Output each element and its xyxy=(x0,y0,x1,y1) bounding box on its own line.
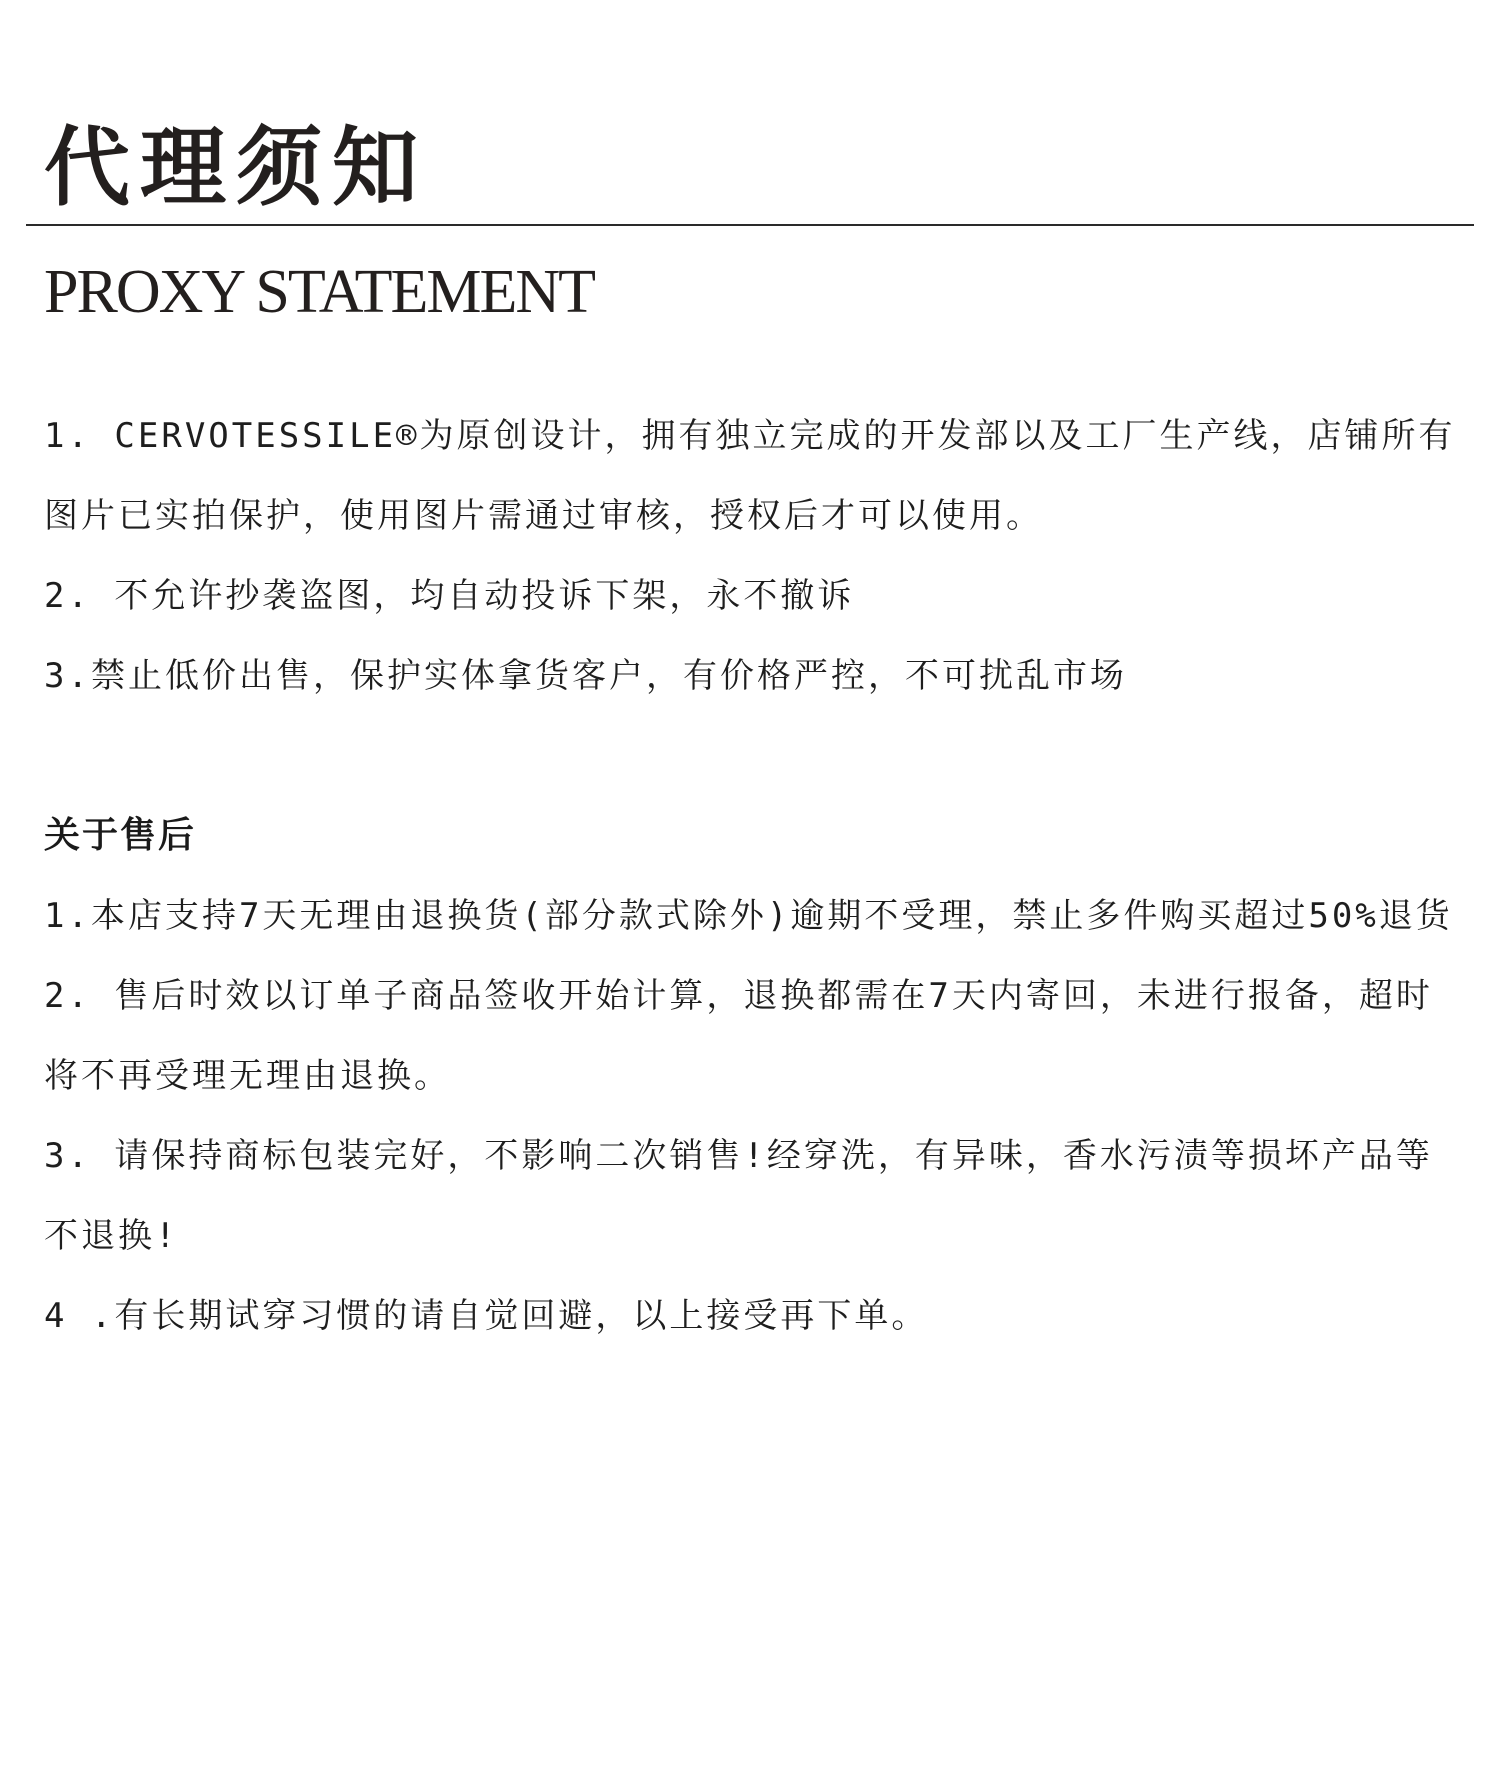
proxy-item-1: 1. CERVOTESSILE®为原创设计，拥有独立完成的开发部以及工厂生产线，店铺所有图片已实拍保护，使用图片需通过审核，授权后才可以使用。 xyxy=(44,416,1456,536)
page-title-chinese: 代理须知 xyxy=(44,117,428,218)
after-sales-item-3: 3. 请保持商标包装完好，不影响二次销售!经穿洗，有异味，香水污渍等损坏产品等不退换! xyxy=(44,1136,1433,1256)
after-sales-item-2: 2. 售后时效以订单子商品签收开始计算，退换都需在7天内寄回，未进行报备，超时将不再受理无理由退换。 xyxy=(44,976,1433,1096)
after-sales-item-1: 1.本店支持7天无理由退换货(部分款式除外)逾期不受理，禁止多件购买超过50%退货 xyxy=(44,896,1453,936)
proxy-item-2: 2. 不允许抄袭盗图，均自动投诉下架，永不撤诉 xyxy=(44,576,855,616)
after-sales-section xyxy=(44,796,1464,1356)
page-title-english: PROXY STATEMENT xyxy=(44,258,595,326)
after-sales-item-4: 4 .有长期试穿习惯的请自觉回避，以上接受再下单。 xyxy=(44,1296,929,1336)
proxy-notice-section xyxy=(44,396,1464,716)
title-divider xyxy=(26,224,1474,226)
after-sales-heading: 关于售后 xyxy=(44,815,197,856)
proxy-item-3: 3.禁止低价出售，保护实体拿货客户，有价格严控，不可扰乱市场 xyxy=(44,656,1127,696)
